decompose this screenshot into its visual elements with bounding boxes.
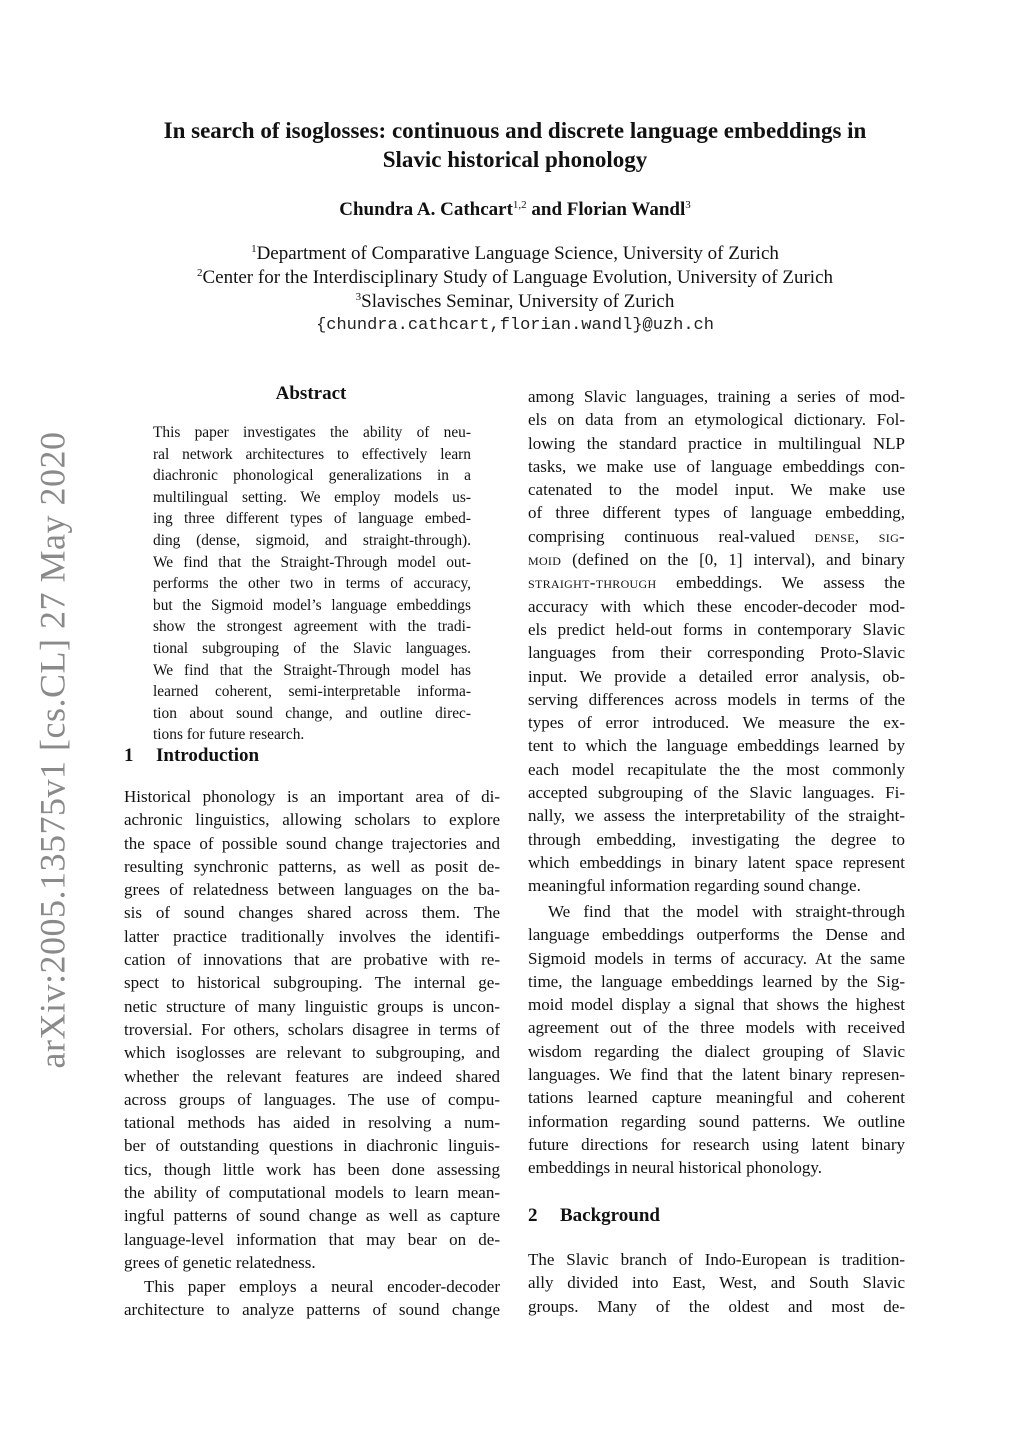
background-paragraph bbox=[528, 1248, 905, 1318]
body-line: tent to which the language embeddings learned by bbox=[528, 736, 905, 756]
arxiv-id-text: arXiv:2005.13575v1 [cs.CL] 27 May 2020 bbox=[32, 431, 72, 1069]
body-line: cation of innovations that are probative with re- bbox=[124, 950, 500, 970]
abstract-line: multilingual setting. We employ models us- bbox=[153, 488, 471, 506]
abstract-body bbox=[153, 422, 471, 746]
body-line: meaningful information regarding sound change. bbox=[528, 876, 861, 896]
sigmoid-term-end: moid bbox=[528, 550, 562, 570]
introduction-paragraph-2 bbox=[124, 1275, 500, 1322]
author-name-1: Chundra A. Cathcart bbox=[339, 199, 513, 220]
abstract-line: diachronic phonological generalizations in a bbox=[153, 467, 471, 485]
body-line: accepted subgrouping of the Slavic languages. Fi- bbox=[528, 783, 905, 803]
section-heading-background bbox=[528, 1205, 660, 1227]
body-line: grees of genetic relatedness. bbox=[124, 1252, 316, 1272]
abstract-line: ing three different types of language embed- bbox=[153, 510, 471, 528]
body-line: grees of relatedness between languages on the ba- bbox=[124, 880, 500, 900]
affiliation-1-sup: 1 bbox=[251, 243, 257, 255]
affiliation-3 bbox=[100, 290, 930, 314]
body-line: among Slavic languages, training a series of mod- bbox=[528, 387, 905, 406]
abstract-line: This paper investigates the ability of neu- bbox=[153, 424, 471, 441]
body-line: tasks, we make use of language embeddings con- bbox=[528, 456, 905, 476]
body-line: Historical phonology is an important area of di- bbox=[124, 787, 500, 806]
body-line: netic structure of many linguistic groups is uncon- bbox=[124, 996, 500, 1016]
body-line: catenated to the model input. We make use bbox=[528, 480, 905, 500]
section-title: Background bbox=[560, 1205, 660, 1226]
body-line: Sigmoid models in terms of accuracy. At the same bbox=[528, 948, 905, 968]
abstract-line: tions for future research. bbox=[153, 726, 305, 744]
body-line: els on data from an etymological dictionary. Fol- bbox=[528, 410, 905, 430]
section-title: Introduction bbox=[156, 745, 260, 766]
abstract-heading: Abstract bbox=[275, 383, 347, 404]
body-line: which isoglosses are relevant to subgrouping, and bbox=[124, 1043, 500, 1063]
author-list bbox=[100, 199, 930, 221]
introduction-continuation bbox=[528, 385, 905, 898]
body-line: languages. We find that the latent binary represen- bbox=[528, 1065, 905, 1085]
body-line: We find that the model with straight-through bbox=[548, 902, 905, 921]
affiliation-1 bbox=[100, 242, 930, 266]
body-line-straight-through bbox=[528, 571, 905, 594]
affiliations bbox=[100, 242, 930, 338]
abstract-line: tional subgrouping of the Slavic languages. bbox=[153, 639, 471, 657]
body-line: serving differences across models in terms of the bbox=[528, 689, 905, 709]
body-line: accuracy with which these encoder-decoder mod- bbox=[528, 596, 905, 616]
abstract-line: show the strongest agreement with the tradi- bbox=[153, 618, 471, 636]
body-line: The Slavic branch of Indo-European is tradition- bbox=[528, 1250, 905, 1269]
section-heading-introduction bbox=[124, 745, 259, 767]
body-line: ally divided into East, West, and South Slavic bbox=[528, 1273, 905, 1293]
body-line: which embeddings in binary latent space represent bbox=[528, 852, 905, 872]
title-line-1: In search of isoglosses: continuous and discrete language embeddings in bbox=[163, 118, 867, 143]
introduction-paragraph-1 bbox=[124, 785, 500, 1274]
body-line: time, the language embeddings learned by the Sig- bbox=[528, 971, 905, 991]
section-number: 1 bbox=[124, 745, 134, 766]
body-line: of three different types of language embedding, bbox=[528, 503, 905, 523]
body-line: groups. Many of the oldest and most de- bbox=[528, 1296, 905, 1316]
affiliation-3-sup: 3 bbox=[355, 291, 362, 303]
line-text: interval), and binary bbox=[742, 550, 905, 570]
affiliation-2-sup: 2 bbox=[196, 267, 203, 279]
abstract-line: performs the other two in terms of accuracy, bbox=[153, 575, 471, 593]
body-line: els predict held-out forms in contemporary Slavic bbox=[528, 619, 905, 639]
body-line: tics, though little work has been done assessing bbox=[124, 1159, 500, 1179]
body-line: ber of outstanding questions in diachronic linguis- bbox=[124, 1136, 500, 1156]
abstract-line: ding (dense, sigmoid, and straight-through). bbox=[153, 531, 471, 549]
body-line: the ability of computational models to learn mean- bbox=[124, 1183, 500, 1203]
paper-title bbox=[100, 116, 930, 174]
body-line-embedding-types bbox=[528, 525, 905, 548]
author-email: {chundra.cathcart,florian.wandl}@uzh.ch bbox=[316, 316, 714, 335]
body-line: languages from their corresponding Proto-Slavic bbox=[528, 643, 905, 663]
body-line: through embedding, investigating the degree to bbox=[528, 829, 905, 849]
body-line: agreement out of the three models with received bbox=[528, 1018, 905, 1038]
affiliation-2-text: Center for the Interdisciplinary Study of Language Evolution, University of Zurich bbox=[202, 267, 834, 288]
straight-through-term: straight-through bbox=[528, 573, 657, 593]
body-line: tations learned capture meaningful and coherent bbox=[528, 1088, 905, 1108]
abstract-line: learned coherent, semi-interpretable informa- bbox=[153, 683, 471, 701]
body-line: across groups of languages. The use of compu- bbox=[124, 1089, 500, 1109]
abstract-line: We find that the Straight-Through model out- bbox=[153, 553, 471, 571]
body-line: resulting synchronic patterns, as well as posit de- bbox=[124, 856, 500, 876]
body-line: spect to historical subgrouping. The internal ge- bbox=[124, 973, 500, 993]
sigmoid-term-start: sig- bbox=[878, 526, 905, 546]
affiliation-1-text: Department of Comparative Language Science, University of Zurich bbox=[256, 243, 779, 264]
body-line: achronic linguistics, allowing scholars to explore bbox=[124, 810, 500, 830]
body-line: wisdom regarding the dialect grouping of Slavic bbox=[528, 1041, 905, 1061]
author-name-2: Florian Wandl bbox=[566, 199, 686, 220]
body-line: types of error introduced. We measure the ex- bbox=[528, 713, 905, 733]
interval-math: [0, 1] bbox=[699, 550, 743, 570]
body-line: embeddings in neural historical phonology. bbox=[528, 1158, 822, 1178]
line-text: (defined on the bbox=[561, 550, 700, 570]
introduction-findings-paragraph bbox=[528, 900, 905, 1180]
body-line: each model recapitulate the the most commonly bbox=[528, 759, 905, 779]
affiliation-2 bbox=[100, 266, 930, 290]
affiliation-3-text: Slavisches Seminar, University of Zurich bbox=[361, 291, 675, 312]
author-1-affil-sup: 1,2 bbox=[512, 199, 527, 211]
abstract-line: but the Sigmoid model’s language embeddings bbox=[153, 596, 471, 614]
body-line: tational methods has aided in resolving a num- bbox=[124, 1113, 500, 1133]
title-line-2: Slavic historical phonology bbox=[382, 147, 648, 172]
body-line: moid model display a signal that shows the highest bbox=[528, 995, 905, 1015]
body-line: language embeddings outperforms the Dense and bbox=[528, 925, 905, 945]
abstract-line: tion about sound change, and outline direc- bbox=[153, 704, 471, 722]
dense-term: dense bbox=[814, 526, 855, 546]
arxiv-identifier bbox=[22, 431, 82, 1069]
body-line: troversial. For others, scholars disagree in terms of bbox=[124, 1019, 500, 1039]
body-line: latter practice traditionally involves the identifi- bbox=[124, 926, 500, 946]
author-connector: and bbox=[526, 199, 567, 220]
body-line: architecture to analyze patterns of sound change bbox=[124, 1300, 500, 1320]
body-line: ingful patterns of sound change as well as capture bbox=[124, 1206, 500, 1226]
body-line: information regarding sound patterns. We outline bbox=[528, 1111, 905, 1131]
body-line: language-level information that may bear on de- bbox=[124, 1229, 500, 1249]
body-line: the space of possible sound change trajectories and bbox=[124, 833, 500, 853]
author-2-affil-sup: 3 bbox=[685, 199, 691, 211]
line-text: , bbox=[854, 526, 879, 546]
body-line: future directions for research using latent binary bbox=[528, 1134, 905, 1154]
body-line: sis of sound changes shared across them. The bbox=[124, 903, 500, 923]
section-number: 2 bbox=[528, 1205, 538, 1226]
abstract-line: We find that the Straight-Through model has bbox=[153, 661, 471, 679]
body-line-interval bbox=[528, 548, 905, 571]
line-text: embeddings. We assess the bbox=[656, 573, 905, 593]
line-text: comprising continuous real-valued bbox=[528, 526, 815, 546]
abstract-line: ral network architectures to effectively learn bbox=[153, 445, 471, 463]
body-line: input. We provide a detailed error analysis, ob- bbox=[528, 666, 905, 686]
body-line: lowing the standard practice in multilingual NLP bbox=[528, 433, 905, 453]
body-line: nally, we assess the interpretability of the straight- bbox=[528, 806, 905, 826]
body-line: whether the relevant features are indeed shared bbox=[124, 1066, 500, 1086]
body-line: This paper employs a neural encoder-decoder bbox=[144, 1277, 500, 1296]
